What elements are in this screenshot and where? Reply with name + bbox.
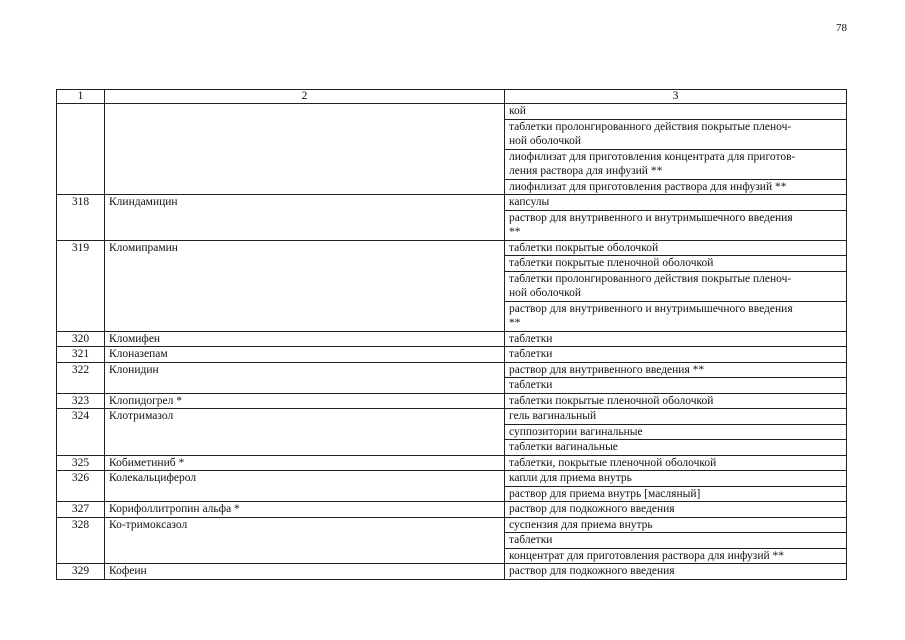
dosage-form: таблетки покрытые пленочной оболочкой [505, 256, 847, 272]
dosage-form: кой [505, 104, 847, 120]
row-number: 329 [57, 564, 105, 580]
drug-name: Кломипрамин [105, 240, 505, 331]
dosage-form: суппозитории вагинальные [505, 424, 847, 440]
drug-name: Клоназепам [105, 347, 505, 363]
table-row [57, 564, 847, 580]
row-number: 322 [57, 362, 105, 393]
table-row [57, 331, 847, 347]
dosage-form: капсулы [505, 195, 847, 211]
row-number: 320 [57, 331, 105, 347]
drug-name: Клотримазол [105, 409, 505, 456]
row-number [57, 104, 105, 195]
dosage-form: таблетки, покрытые пленочной оболочкой [505, 455, 847, 471]
dosage-form: капли для приема внутрь [505, 471, 847, 487]
table-row [57, 471, 847, 487]
dosage-form: таблетки [505, 378, 847, 394]
drug-name: Корифоллитропин альфа * [105, 502, 505, 518]
row-number: 321 [57, 347, 105, 363]
dosage-form: лиофилизат для приготовления концентрата для приготов- ления раствора для инфузий ** [505, 149, 847, 179]
dosage-form: таблетки пролонгированного действия покрытые пленоч- ной оболочкой [505, 119, 847, 149]
table-row [57, 502, 847, 518]
drug-name: Колекальциферол [105, 471, 505, 502]
dosage-form: таблетки пролонгированного действия покрытые пленоч- ной оболочкой [505, 271, 847, 301]
row-number: 318 [57, 195, 105, 241]
row-number: 327 [57, 502, 105, 518]
table-row [57, 347, 847, 363]
drug-name [105, 104, 505, 195]
header-col-1: 1 [57, 90, 105, 104]
table-row [57, 455, 847, 471]
dosage-form: раствор для подкожного введения [505, 502, 847, 518]
table-header-row [57, 90, 847, 104]
drug-name: Кофеин [105, 564, 505, 580]
table-row [57, 240, 847, 256]
drug-name: Клонидин [105, 362, 505, 393]
dosage-form: таблетки покрытые пленочной оболочкой [505, 393, 847, 409]
row-number: 319 [57, 240, 105, 331]
header-col-2: 2 [105, 90, 505, 104]
drug-name: Ко-тримоксазол [105, 517, 505, 564]
table-row [57, 104, 847, 120]
dosage-form: суспензия для приема внутрь [505, 517, 847, 533]
dosage-form: раствор для подкожного введения [505, 564, 847, 580]
drug-name: Кломифен [105, 331, 505, 347]
dosage-form: таблетки [505, 533, 847, 549]
table-row [57, 393, 847, 409]
dosage-form: таблетки вагинальные [505, 440, 847, 456]
dosage-form: таблетки [505, 331, 847, 347]
table-row [57, 362, 847, 378]
dosage-form: таблетки [505, 347, 847, 363]
drug-name: Клиндамицин [105, 195, 505, 241]
row-number: 325 [57, 455, 105, 471]
dosage-form: раствор для приема внутрь [масляный] [505, 486, 847, 502]
row-number: 323 [57, 393, 105, 409]
dosage-form: концентрат для приготовления раствора для инфузий ** [505, 548, 847, 564]
drug-name: Кобиметиниб * [105, 455, 505, 471]
row-number: 324 [57, 409, 105, 456]
drug-name: Клопидогрел * [105, 393, 505, 409]
dosage-form: раствор для внутривенного введения ** [505, 362, 847, 378]
row-number: 326 [57, 471, 105, 502]
table-row [57, 195, 847, 211]
drug-table [56, 89, 847, 580]
table-row [57, 517, 847, 533]
dosage-form: раствор для внутривенного и внутримышечного введения ** [505, 210, 847, 240]
header-col-3: 3 [505, 90, 847, 104]
page-number: 78 [836, 22, 847, 34]
dosage-form: гель вагинальный [505, 409, 847, 425]
dosage-form: таблетки покрытые оболочкой [505, 240, 847, 256]
table-row [57, 409, 847, 425]
dosage-form: лиофилизат для приготовления раствора для инфузий ** [505, 179, 847, 195]
row-number: 328 [57, 517, 105, 564]
dosage-form: раствор для внутривенного и внутримышечного введения ** [505, 301, 847, 331]
